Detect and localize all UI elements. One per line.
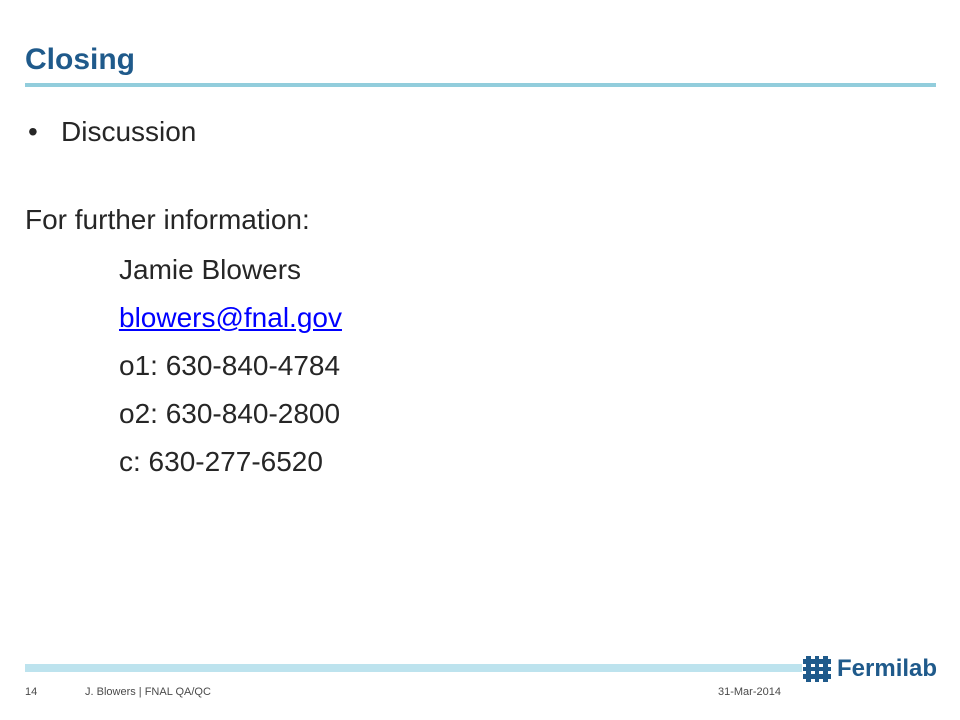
contact-name: Jamie Blowers [119, 254, 302, 285]
bullet-icon: • [28, 116, 38, 147]
fermilab-logo [803, 654, 937, 684]
phone-cell: c: 630-277-6520 [119, 446, 323, 477]
footer-author: J. Blowers | FNAL QA/QC [85, 686, 211, 698]
footer-bar-end [790, 664, 802, 672]
fermilab-logo-text: Fermilab [837, 655, 938, 682]
footer-bar [25, 664, 790, 672]
fermilab-logo-icon [803, 656, 831, 682]
phone-office-2: o2: 630-840-2800 [119, 398, 341, 429]
title-divider [25, 83, 936, 87]
contact-email-link[interactable]: blowers@fnal.gov [119, 302, 342, 333]
bullet-text: Discussion [61, 116, 197, 147]
phone-office-1: o1: 630-840-4784 [119, 350, 341, 381]
slide-title: Closing [25, 43, 135, 76]
page-number: 14 [25, 686, 38, 698]
footer-date: 31-Mar-2014 [718, 686, 781, 698]
info-heading: For further information: [25, 204, 310, 235]
